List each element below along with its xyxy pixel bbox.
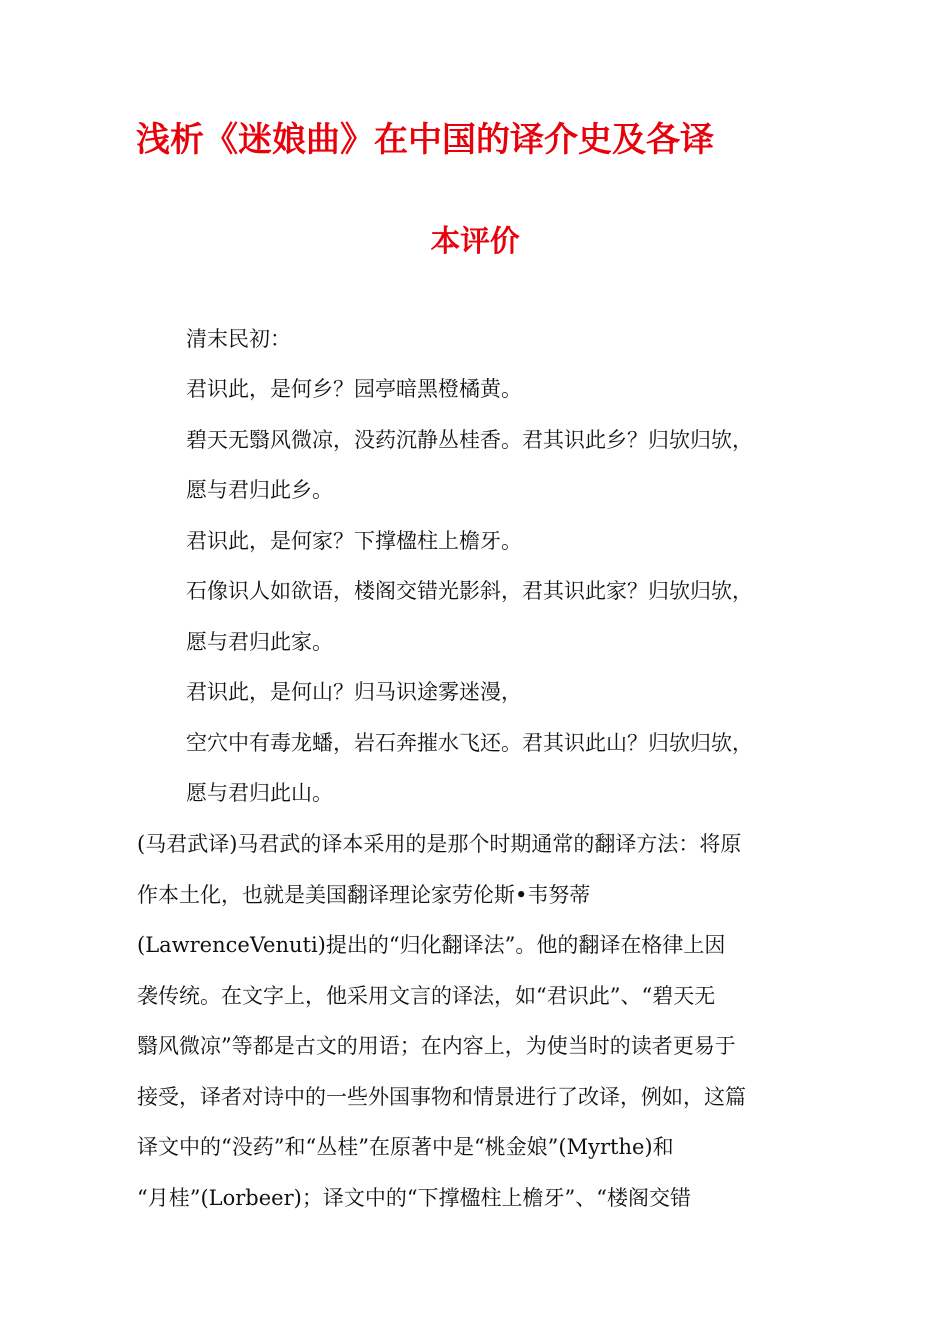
poem-line: 君识此，是何乡？园亭暗黑橙橘黄。 (186, 377, 522, 401)
body-line: 作本土化，也就是美国翻译理论家劳伦斯•韦努蒂 (137, 883, 591, 907)
document-title-line-2: 本评价 (430, 224, 520, 259)
poem-line: 碧天无翳风微凉，没药沉静丛桂香。君其识此乡？归欤归欤， (186, 428, 753, 452)
poem-line: 愿与君归此乡。 (186, 478, 333, 502)
document-title-line-1: 浅析《迷娘曲》在中国的译介史及各译 (136, 120, 714, 160)
poem-line: 愿与君归此山。 (186, 781, 333, 805)
poem-line: 愿与君归此家。 (186, 630, 333, 654)
body-line: (LawrenceVenuti)提出的“归化翻译法”。他的翻译在格律上因 (137, 933, 726, 957)
body-line: 译文中的“没药”和“丛桂”在原著中是“桃金娘”(Myrthe)和 (137, 1135, 674, 1159)
poem-line: 空穴中有毒龙蟠，岩石奔摧水飞还。君其识此山？归欤归欤， (186, 731, 753, 755)
poem-line: 君识此，是何家？下撑楹柱上檐牙。 (186, 529, 522, 553)
body-line: 接受，译者对诗中的一些外国事物和情景进行了改译，例如，这篇 (137, 1085, 746, 1109)
poem-line: 石像识人如欲语，楼阁交错光影斜，君其识此家？归欤归欤， (186, 579, 753, 603)
poem-line: 清末民初： (186, 327, 291, 351)
body-line: 袭传统。在文字上，他采用文言的译法，如“君识此”、“碧天无 (137, 984, 716, 1008)
poem-line: 君识此，是何山？归马识途雾迷漫， (186, 680, 522, 704)
body-line: 翳风微凉”等都是古文的用语；在内容上，为使当时的读者更易于 (137, 1034, 736, 1058)
body-line: (马君武译)马君武的译本采用的是那个时期通常的翻译方法：将原 (137, 832, 742, 856)
body-line: “月桂”(Lorbeer)；译文中的“下撑楹柱上檐牙”、“楼阁交错 (137, 1186, 692, 1210)
